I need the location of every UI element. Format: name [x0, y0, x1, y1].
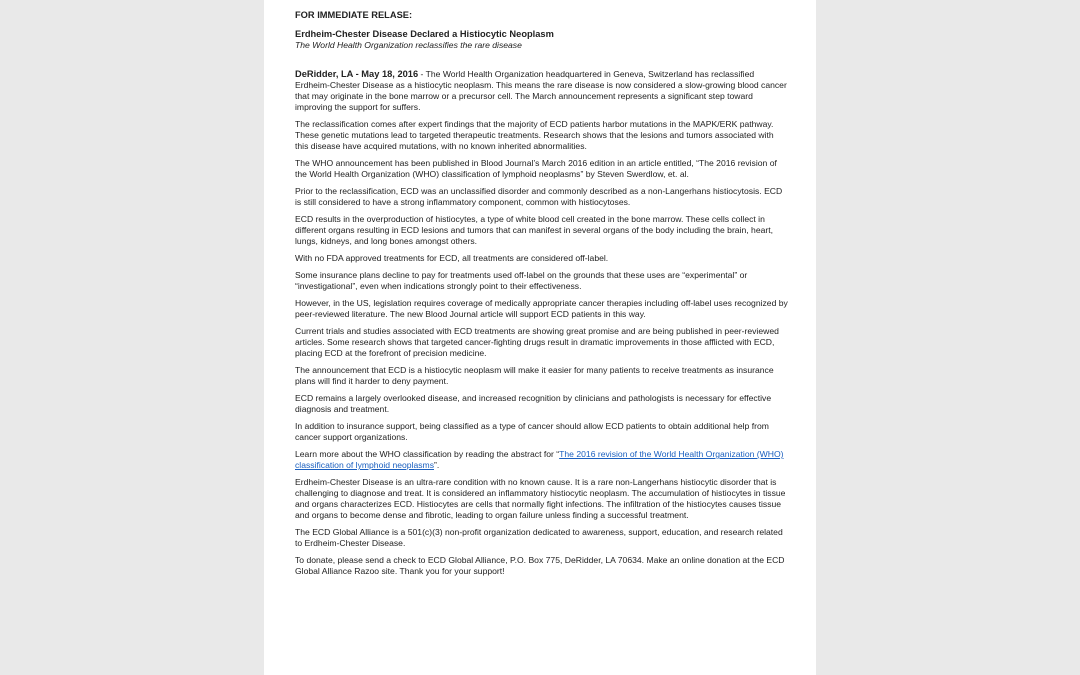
who-classification-link[interactable]: The 2016 revision of the World Health Organization (WHO) classification of lymphoid neoplasms: [295, 449, 784, 470]
closing-paragraph: Erdheim-Chester Disease is an ultra-rare condition with no known cause. It is a rare non-Langerhans histiocytic disorder that is challenging to diagnose and treat. It is considered an inflammatory histiocytic neoplasm. The accumulation of histiocytes in tissue and organs characterizes ECD. Histiocytes are cells that normally fight infections. The infiltration of the histiocytes causes tissue and organs to become dense and fibrotic, leading to organ failure unless finding a successful treatment.: [295, 477, 786, 520]
release-label: FOR IMMEDIATE RELASE:: [295, 10, 413, 20]
body-paragraph: Some insurance plans decline to pay for treatments used off-label on the grounds that these uses are “experimental” or “investigational”, even when indications strongly point to their effectiveness.: [295, 270, 748, 291]
closing-paragraph: The ECD Global Alliance is a 501(c)(3) non-profit organization dedicated to awareness, support, education, and research related to Erdheim-Chester Disease.: [295, 527, 783, 548]
body-paragraph: The WHO announcement has been published in Blood Journal’s March 2016 edition in an article entitled, “The 2016 revision of the World Health Organization (WHO) classification of lymphoid neoplasms” by Steven Swerdlow, et. al.: [295, 158, 777, 179]
body-paragraph: ECD remains a largely overlooked disease, and increased recognition by clinicians and pathologists is necessary for effective diagnosis and treatment.: [295, 393, 772, 414]
intro-text: - The World Health Organization headquartered in Geneva, Switzerland has reclassified Erdheim-Chester Disease as a histiocytic neoplasm. This means the rare disease is now considered a slow-growing blood cancer that may originate in the bone marrow or a precursor cell. The March announcement represents a significant step toward improving the support for suffers.: [295, 69, 787, 112]
body-paragraph: Prior to the reclassification, ECD was an unclassified disorder and commonly described as a non-Langerhans histiocytosis. ECD is still considered to have a strong inflammatory component, common with histiocytoses.: [295, 186, 783, 207]
document-content: [295, 10, 788, 583]
learn-more-prefix: Learn more about the WHO classification by reading the abstract for “: [295, 449, 560, 459]
body-paragraph: However, in the US, legislation requires coverage of medically appropriate cancer therapies including off-label uses recognized by peer-reviewed literature. The new Blood Journal article will support ECD patients in this way.: [295, 298, 788, 319]
learn-more-paragraph: [295, 449, 788, 471]
body-paragraph: ECD results in the overproduction of histiocytes, a type of white blood cell created in the bone marrow. These cells collect in different organs resulting in ECD lesions and tumors that can manifest in several organs of the body including the brain, heart, lungs, kidneys, and long bones amongst others.: [295, 214, 774, 246]
body-paragraph: The reclassification comes after expert findings that the majority of ECD patients harbor mutations in the MAPK/ERK pathway. These genetic mutations lead to targeted therapeutic treatments. Research shows that the lesions and tumors associated with this disease have acquired mutations, with no known inherited abnormalities.: [295, 119, 774, 151]
document-page: [264, 0, 816, 675]
subheadline: The World Health Organization reclassifies the rare disease: [295, 40, 522, 50]
body-paragraph: With no FDA approved treatments for ECD, all treatments are considered off-label.: [295, 253, 609, 263]
headline: Erdheim-Chester Disease Declared a Histiocytic Neoplasm: [295, 29, 554, 39]
dateline: DeRidder, LA - May 18, 2016: [295, 69, 419, 79]
intro-paragraph: [295, 69, 788, 113]
body-paragraph: Current trials and studies associated with ECD treatments are showing great promise and are being published in peer-reviewed articles. Some research shows that targeted cancer-fighting drugs result in dramatic improvements in those afflicted with ECD, placing ECD at the forefront of precision medicine.: [295, 326, 779, 358]
learn-more-suffix: ”.: [434, 460, 440, 470]
body-paragraph: In addition to insurance support, being classified as a type of cancer should allow ECD patients to obtain additional help from cancer support organizations.: [295, 421, 769, 442]
closing-paragraph: To donate, please send a check to ECD Global Alliance, P.O. Box 775, DeRidder, LA 70634. Make an online donation at the ECD Global Alliance Razoo site. Thank you for your support!: [295, 555, 785, 576]
body-paragraph: The announcement that ECD is a histiocytic neoplasm will make it easier for many patients to receive treatments as insurance plans will find it harder to deny payment.: [295, 365, 774, 386]
